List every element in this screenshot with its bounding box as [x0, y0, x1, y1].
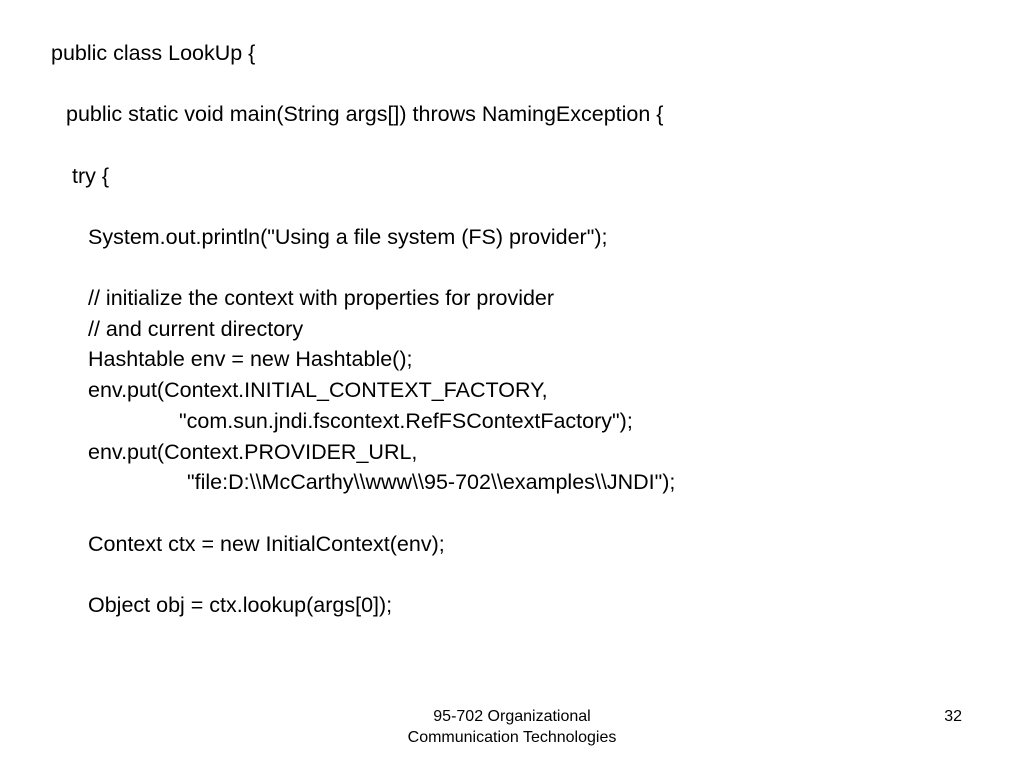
code-line-hashtable: Hashtable env = new Hashtable();: [88, 347, 413, 371]
code-line-factory-value: "com.sun.jndi.fscontext.RefFSContextFactory");: [179, 409, 633, 433]
code-line-println: System.out.println("Using a file system (FS) provider");: [88, 225, 608, 249]
footer-course-title: [312, 706, 712, 748]
code-line-env-put-factory: env.put(Context.INITIAL_CONTEXT_FACTORY,: [88, 378, 548, 402]
code-line-lookup: Object obj = ctx.lookup(args[0]);: [88, 593, 393, 617]
code-line-comment-2: // and current directory: [88, 317, 304, 341]
code-line-url-value: "file:D:\\McCarthy\\www\\95-702\\examples\\JNDI");: [187, 470, 676, 494]
page-number: 32: [944, 708, 962, 725]
code-line-comment-1: // initialize the context with properties for provider: [88, 286, 555, 310]
code-line-main-method: public static void main(String args[]) throws NamingException {: [66, 102, 664, 126]
code-line-class-declaration: public class LookUp {: [51, 41, 256, 65]
code-line-env-put-url: env.put(Context.PROVIDER_URL,: [88, 440, 418, 464]
code-line-context: Context ctx = new InitialContext(env);: [88, 532, 445, 556]
footer-course-line-2: Communication Technologies: [407, 729, 617, 746]
code-line-try: try {: [72, 164, 110, 188]
footer-course-line-1: 95-702 Organizational: [433, 708, 591, 725]
